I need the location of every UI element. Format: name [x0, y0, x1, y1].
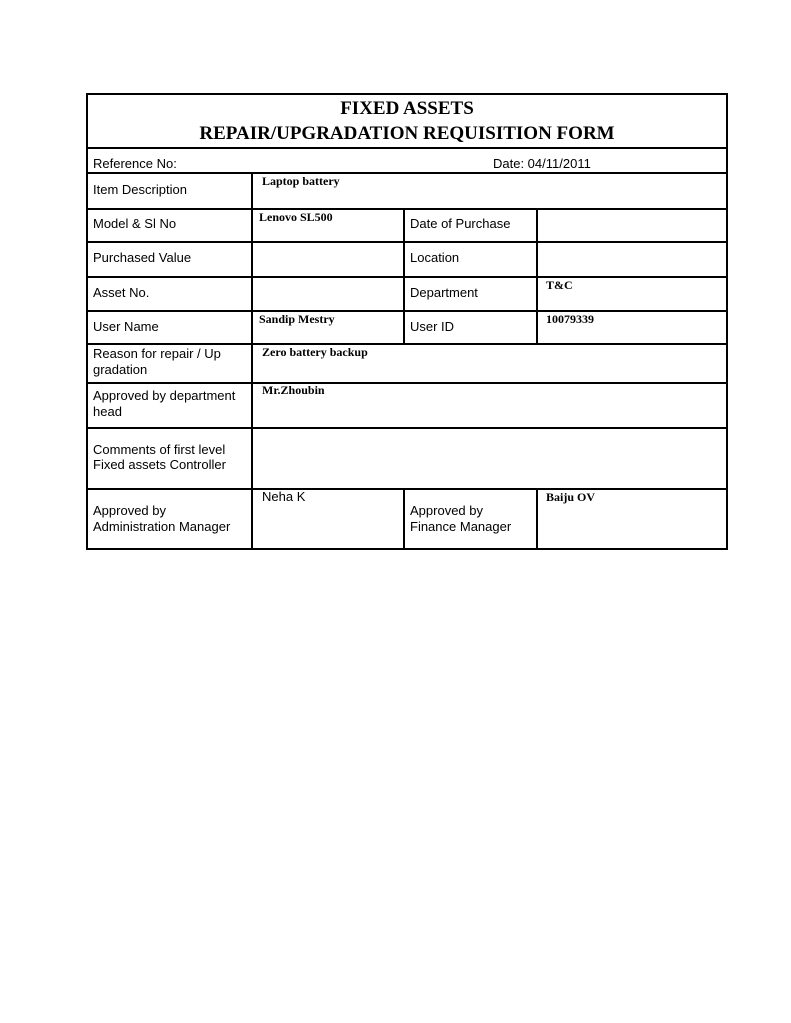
approved-finance-label-line2: Finance Manager [410, 519, 512, 534]
user-name-label: User Name [93, 319, 159, 334]
location-label: Location [410, 250, 460, 265]
purchased-value-label: Purchased Value [93, 250, 192, 265]
requisition-form [86, 93, 728, 550]
comments-controller-label-line2: Fixed assets Controller [93, 457, 226, 472]
model-sl-no-value: Lenovo SL500 [259, 210, 333, 224]
department-value: T&C [546, 278, 573, 292]
approved-finance-label-line1: Approved by [410, 503, 483, 518]
reason-value: Zero battery backup [262, 345, 368, 359]
approved-admin-label-line2: Administration Manager [93, 519, 231, 534]
column-divider [536, 208, 538, 343]
date-label: Date: 04/11/2011 [493, 156, 591, 171]
comments-controller-label-line1: Comments of first level [93, 442, 226, 457]
department-label: Department [410, 285, 478, 300]
approved-admin-label-line1: Approved by [93, 503, 166, 518]
divider [88, 241, 726, 243]
divider [88, 172, 726, 174]
form-title-line2: REPAIR/UPGRADATION REQUISITION FORM [199, 123, 615, 144]
divider [88, 208, 726, 210]
column-divider [536, 488, 538, 548]
user-id-value: 10079339 [546, 312, 594, 326]
divider [88, 488, 726, 490]
divider [88, 343, 726, 345]
user-name-value: Sandip Mestry [259, 312, 335, 326]
column-divider [403, 488, 405, 548]
approved-dept-head-label-line1: Approved by department [93, 388, 236, 403]
divider [88, 427, 726, 429]
item-description-label: Item Description [93, 182, 187, 197]
column-divider [251, 172, 253, 548]
reason-label-line2: gradation [93, 362, 148, 377]
divider [88, 310, 726, 312]
column-divider [403, 208, 405, 343]
date-of-purchase-label: Date of Purchase [410, 216, 511, 231]
divider [88, 382, 726, 384]
divider [88, 276, 726, 278]
divider [88, 147, 726, 149]
user-id-label: User ID [410, 319, 455, 334]
form-title-line1: FIXED ASSETS [340, 98, 474, 119]
approved-dept-head-label-line2: head [93, 404, 122, 419]
reason-label-line1: Reason for repair / Up [93, 346, 221, 361]
model-sl-no-label: Model & Sl No [93, 216, 177, 231]
asset-no-label: Asset No. [93, 285, 150, 300]
item-description-value: Laptop battery [262, 174, 340, 188]
approved-finance-value: Baiju OV [546, 490, 596, 504]
reference-no-label: Reference No: [93, 156, 177, 171]
approved-dept-head-value: Mr.Zhoubin [262, 383, 325, 397]
approved-admin-value: Neha K [262, 489, 306, 504]
